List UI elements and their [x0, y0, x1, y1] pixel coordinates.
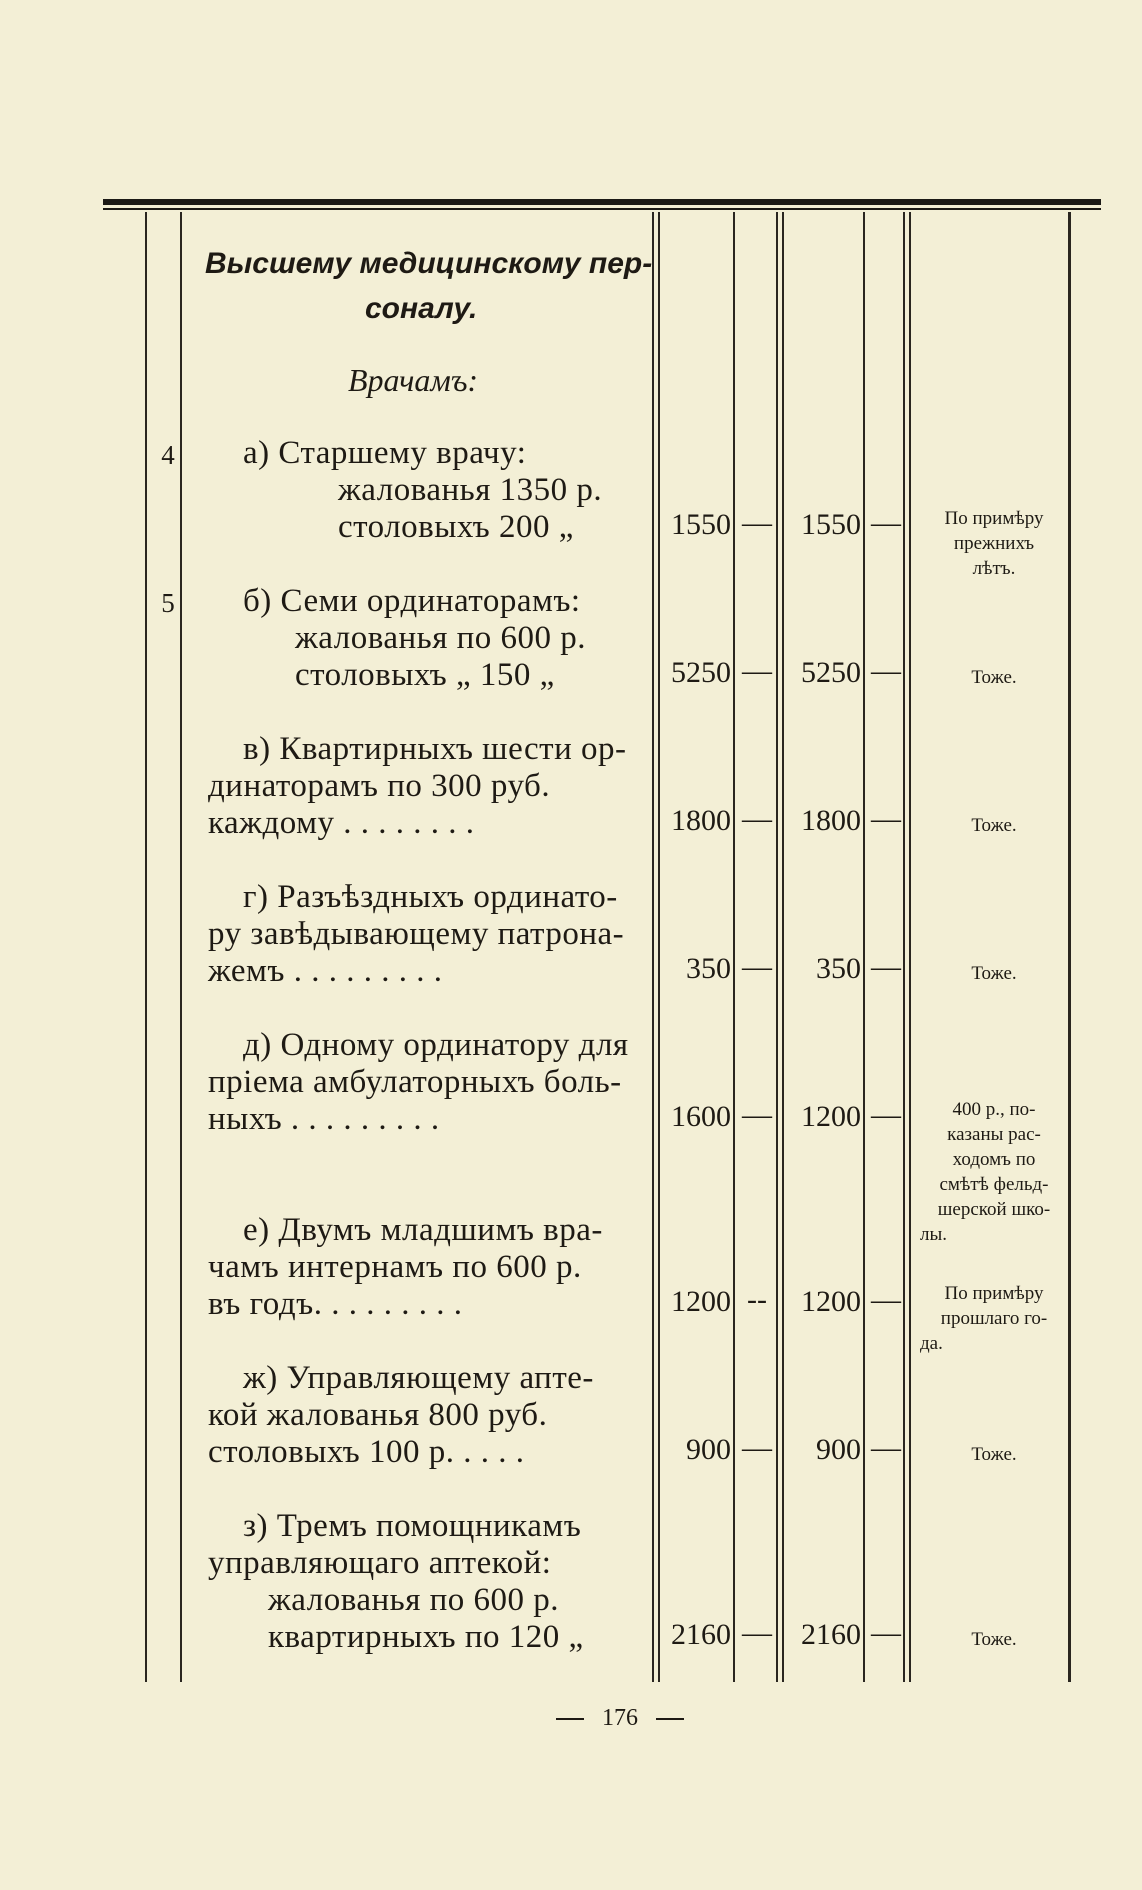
row-text-line: динаторамъ по 300 руб. — [208, 768, 551, 804]
row-text-line: ру завѣдывающему патрона- — [208, 916, 625, 952]
value-col2: 1550 — [801, 508, 861, 541]
section-subheading: Врачамъ: — [348, 362, 479, 398]
row-text-line: жалованья по 600 р. — [268, 1582, 560, 1618]
top-rule-thin — [103, 208, 1101, 210]
row-text-line: г) Разъѣздныхъ ординато- — [243, 879, 618, 915]
column-line — [180, 212, 182, 1682]
row-note: Тоже. — [971, 1444, 1017, 1465]
value-col1: 1800 — [671, 804, 731, 837]
dash-col1: — — [742, 1616, 772, 1649]
row-number: 4 — [161, 440, 175, 470]
row-text-line: квартирныхъ по 120 „ — [268, 1619, 584, 1655]
dash-col1: — — [742, 950, 772, 983]
value-col2: 350 — [816, 952, 861, 985]
value-col1: 1600 — [671, 1100, 731, 1133]
row-text-line: каждому . . . . . . . . — [208, 805, 475, 841]
value-col2: 1200 — [801, 1285, 861, 1318]
row-text-line: столовыхъ „ 150 „ — [295, 657, 555, 693]
page-number: 176 — [530, 1705, 710, 1732]
column-line — [733, 212, 735, 1682]
row-text-line: е) Двумъ младшимъ вра- — [243, 1212, 603, 1248]
dash-col2: — — [871, 1283, 901, 1316]
row-text-line: ныхъ . . . . . . . . . — [208, 1101, 440, 1137]
row-text-line: пріема амбулаторныхъ боль- — [208, 1064, 622, 1100]
value-col2: 1800 — [801, 804, 861, 837]
dash-col1: — — [742, 1098, 772, 1131]
top-rule — [103, 199, 1101, 205]
row-note: По примѣру прошлаго го- да. — [920, 1283, 1048, 1354]
row-text-line: чамъ интернамъ по 600 р. — [208, 1249, 582, 1285]
value-col2: 2160 — [801, 1618, 861, 1651]
dash-col1: — — [742, 506, 772, 539]
dash-col2: — — [871, 654, 901, 687]
dash-col2: — — [871, 1098, 901, 1131]
value-col1: 900 — [686, 1433, 731, 1466]
row-text-line: кой жалованья 800 руб. — [208, 1397, 548, 1433]
row-text-line: столовыхъ 200 „ — [338, 509, 574, 545]
row-text-line: жалованья по 600 р. — [295, 620, 587, 656]
row-text-line: ж) Управляющему апте- — [243, 1360, 594, 1396]
value-col2: 900 — [816, 1433, 861, 1466]
dash-col1: -- — [747, 1283, 767, 1316]
row-note: 400 р., по- казаны рас- ходомъ по смѣтѣ фельд- шерской шко- лы. — [920, 1099, 1051, 1245]
section-heading-line1: Высшему медицинскому пер- — [205, 247, 653, 280]
row-text-line: управляющаго аптекой: — [208, 1545, 552, 1581]
value-col2: 1200 — [801, 1100, 861, 1133]
row-number: 5 — [161, 588, 175, 618]
dash-col2: — — [871, 506, 901, 539]
column-line — [652, 212, 654, 1682]
column-line — [863, 212, 865, 1682]
column-line — [145, 212, 147, 1682]
row-text-line: д) Одному ординатору для — [243, 1027, 629, 1063]
row-text-line: столовыхъ 100 р. . . . . — [208, 1434, 525, 1470]
dash-col2: — — [871, 802, 901, 835]
row-text-line: в) Квартирныхъ шести ор- — [243, 731, 627, 767]
section-heading-line2: соналу. — [365, 292, 478, 325]
value-col1: 1550 — [671, 508, 731, 541]
row-text-line: жемъ . . . . . . . . . — [208, 953, 443, 989]
row-note: Тоже. — [971, 963, 1017, 984]
dash-col1: — — [742, 802, 772, 835]
row-text-line: з) Тремъ помощникамъ — [243, 1508, 582, 1544]
row-text-line: б) Семи ординаторамъ: — [243, 583, 581, 619]
value-col1: 1200 — [671, 1285, 731, 1318]
column-line — [909, 212, 911, 1682]
value-col1: 2160 — [671, 1618, 731, 1651]
row-text-line: въ годъ. . . . . . . . . — [208, 1286, 463, 1322]
dash-col2: — — [871, 950, 901, 983]
dash-col1: — — [742, 654, 772, 687]
row-note: Тоже. — [971, 815, 1017, 836]
value-col1: 350 — [686, 952, 731, 985]
row-text-line: а) Старшему врачу: — [243, 435, 527, 471]
value-col2: 5250 — [801, 656, 861, 689]
row-note: Тоже. — [971, 667, 1017, 688]
dash-col2: — — [871, 1431, 901, 1464]
value-col1: 5250 — [671, 656, 731, 689]
row-note: Тоже. — [971, 1629, 1017, 1650]
dash-col1: — — [742, 1431, 772, 1464]
row-text-line: жалованья 1350 р. — [338, 472, 603, 508]
dash-col2: — — [871, 1616, 901, 1649]
row-note: По примѣру прежнихъ лѣтъ. — [944, 508, 1044, 579]
